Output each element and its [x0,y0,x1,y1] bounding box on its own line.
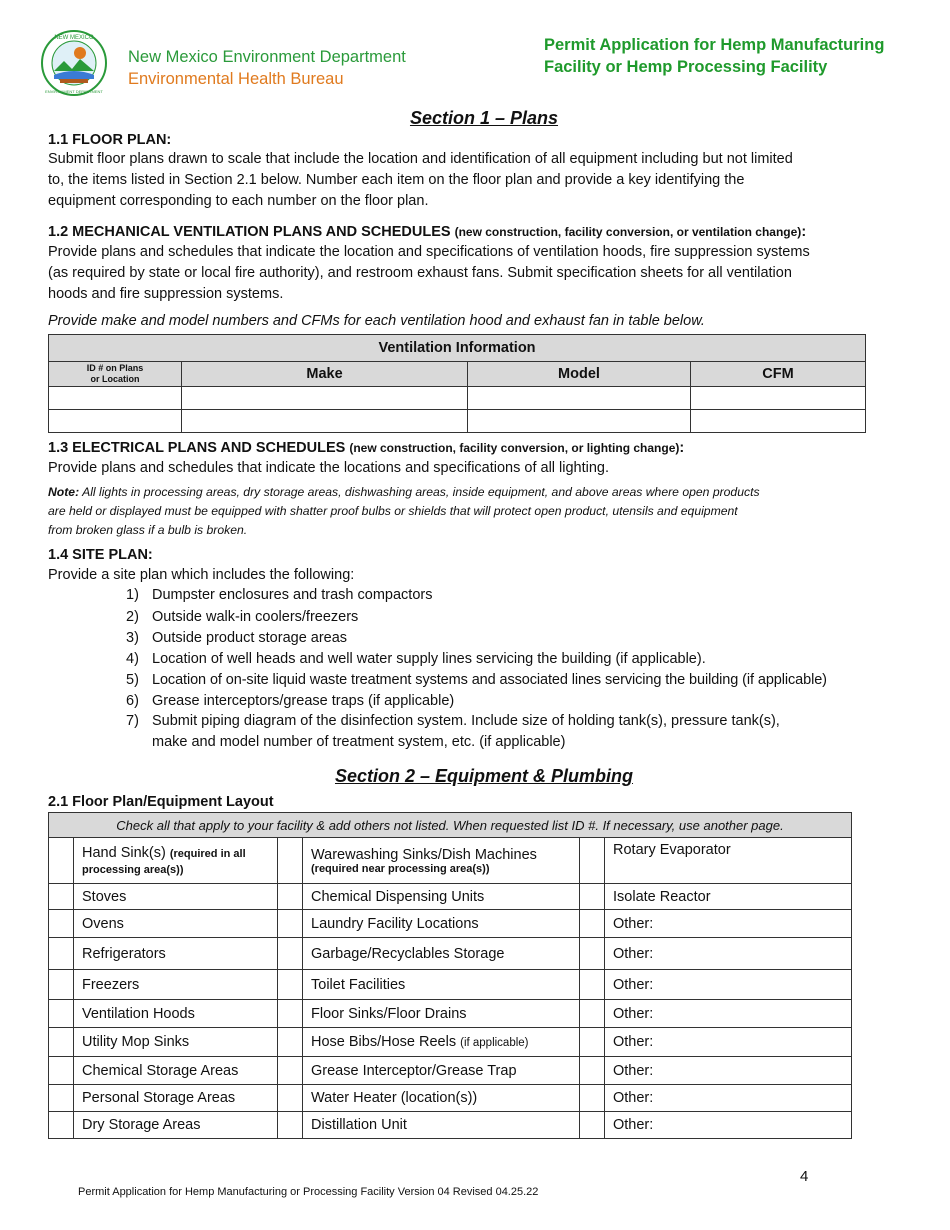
heading-note: (new construction, facility conversion, or lighting change) [349,441,680,455]
item-cell: Stoves [74,884,278,910]
id-cell[interactable] [49,387,182,410]
checkbox-cell[interactable] [49,1112,74,1139]
item-text: Location of on-site liquid waste treatment systems and associated lines servicing the building (if applicable) [152,672,827,688]
table-row [49,1057,852,1085]
item-cell: Water Heater (location(s)) [303,1085,580,1112]
text-line: hoods and fire suppression systems. [48,286,284,302]
item-cell: Rotary Evaporator [605,838,852,884]
cfm-cell[interactable] [691,410,866,433]
section-2-title: Section 2 – Equipment & Plumbing [334,766,634,786]
text-line: equipment corresponding to each number on the floor plan. [48,193,429,209]
table-row [49,1000,852,1028]
item-cell: Ovens [74,910,278,938]
item-cell: Laundry Facility Locations [303,910,580,938]
checkbox-cell[interactable] [49,1028,74,1057]
ventilation-table [48,334,866,433]
col-cfm-header: CFM [691,362,866,387]
item-text: Outside product storage areas [152,630,348,646]
checkbox-cell[interactable] [49,1085,74,1112]
text-line: Submit floor plans drawn to scale that include the location and identification of all equipment including but not limited [48,151,793,167]
item-cell: Chemical Dispensing Units [303,884,580,910]
floor-plan-text [48,149,898,212]
item-label: Hand Sink(s) [82,844,166,861]
checkbox-cell[interactable] [278,884,303,910]
checkbox-cell[interactable] [580,884,605,910]
item-cell: Other: [605,1000,852,1028]
checkbox-cell[interactable] [278,838,303,884]
checkbox-cell[interactable] [278,938,303,970]
page-number: 4 [800,1168,809,1185]
item-note: (required in all processing area(s)) [82,847,246,876]
checkbox-cell[interactable] [278,1000,303,1028]
item-cell: Other: [605,970,852,1000]
table-row [49,410,866,433]
table-row [49,970,852,1000]
item-text: make and model number of treatment system, etc. (if applicable) [152,734,566,750]
col-id-line-1: ID # on Plans [86,363,144,373]
note-line-1 [48,483,848,502]
item-text: Grease interceptors/grease traps (if applicable) [152,693,455,709]
ventilation-table-title: Ventilation Information [49,335,866,362]
logo-top-text: NEW MEXICO [54,35,94,41]
col-id-header [49,362,182,387]
table-row [49,910,852,938]
checkbox-cell[interactable] [580,1028,605,1057]
item-number: 2) [126,609,139,625]
checkbox-cell[interactable] [580,1085,605,1112]
checkbox-cell[interactable] [580,938,605,970]
checkbox-cell[interactable] [49,938,74,970]
electrical-note [48,483,848,540]
item-cell [303,1028,580,1057]
item-cell: Other: [605,1085,852,1112]
footer-text: Permit Application for Hemp Manufacturing or Processing Facility Version 04 Revised 04.25.22 [78,1186,539,1198]
make-cell[interactable] [182,410,468,433]
item-cell: Other: [605,1112,852,1139]
note-line-2: are held or displayed must be equipped with shatter proof bulbs or shields that will protect open product, utensils and equipment [48,504,738,518]
item-cell: Toilet Facilities [303,970,580,1000]
equipment-layout-heading: 2.1 Floor Plan/Equipment Layout [48,794,274,810]
checkbox-cell[interactable] [580,1057,605,1085]
col-make-header: Make [182,362,468,387]
table-row [49,1028,852,1057]
make-cell[interactable] [182,387,468,410]
item-cell: Other: [605,1057,852,1085]
checkbox-cell[interactable] [278,1085,303,1112]
checkbox-cell[interactable] [278,1028,303,1057]
nmed-logo [40,29,108,97]
checkbox-cell[interactable] [580,1000,605,1028]
item-cell: Personal Storage Areas [74,1085,278,1112]
cfm-cell[interactable] [691,387,866,410]
item-cell: Garbage/Recyclables Storage [303,938,580,970]
item-cell: Grease Interceptor/Grease Trap [303,1057,580,1085]
note-line-3: from broken glass if a bulb is broken. [48,523,248,537]
item-number: 5) [126,672,139,688]
note-label: Note: [48,485,80,499]
equipment-checklist-table [48,812,852,1139]
item-cell: Utility Mop Sinks [74,1028,278,1057]
item-cell: Isolate Reactor [605,884,852,910]
table-row [49,387,866,410]
model-cell[interactable] [468,410,691,433]
checkbox-cell[interactable] [49,838,74,884]
bureau-name: Environmental Health Bureau [128,70,344,88]
title-line-1: Permit Application for Hemp Manufacturing [544,36,885,54]
checkbox-cell[interactable] [278,1057,303,1085]
checkbox-cell[interactable] [580,838,605,884]
table-row [49,884,852,910]
ventilation-text [48,242,898,305]
item-cell: Distillation Unit [303,1112,580,1139]
item-label: Hose Bibs/Hose Reels [311,1034,457,1050]
checkbox-cell[interactable] [580,1112,605,1139]
col-model-header: Model [468,362,691,387]
electrical-heading [48,440,684,456]
item-number: 1) [126,587,139,603]
site-plan-intro: Provide a site plan which includes the following: [48,567,355,583]
model-cell[interactable] [468,387,691,410]
note-text: All lights in processing areas, dry storage areas, dishwashing areas, inside equipment, and above areas where open products [79,485,760,499]
table-row [49,938,852,970]
item-cell [303,838,580,884]
item-note: (if applicable) [460,1037,529,1049]
item-number: 3) [126,630,139,646]
item-cell: Other: [605,1028,852,1057]
heading-colon: : [679,440,685,456]
logo-bottom-text: ENVIRONMENT DEPARTMENT [45,89,103,94]
title-line-2: Facility or Hemp Processing Facility [544,58,828,76]
org-name: New Mexico Environment Department [128,48,406,66]
heading-note: (new construction, facility conversion, or ventilation change) [454,225,802,239]
electrical-text: Provide plans and schedules that indicate the locations and specifications of all lighting. [48,460,610,476]
table-instruction: Check all that apply to your facility & add others not listed. When requested list ID #. If necessary, use another page. [49,813,852,838]
section-1-title: Section 1 – Plans [409,108,559,128]
checkbox-cell[interactable] [580,970,605,1000]
item-text: Outside walk-in coolers/freezers [152,609,359,625]
checkbox-cell[interactable] [278,970,303,1000]
item-label: Warewashing Sinks/Dish Machines [311,846,537,863]
ventilation-heading [48,224,806,240]
table-row [49,1085,852,1112]
item-number: 4) [126,651,139,667]
item-cell [74,838,278,884]
checkbox-cell[interactable] [580,910,605,938]
item-cell: Other: [605,910,852,938]
item-number: 6) [126,693,139,709]
text-line: to, the items listed in Section 2.1 below. Number each item on the floor plan and provide a key identifying the [48,172,745,188]
checkbox-cell[interactable] [278,910,303,938]
text-line: (as required by state or local fire authority), and restroom exhaust fans. Submit specification sheets for all ventilation [48,265,792,281]
ventilation-instruction: Provide make and model numbers and CFMs for each ventilation hood and exhaust fan in table below. [48,313,705,329]
item-cell: Floor Sinks/Floor Drains [303,1000,580,1028]
checkbox-cell[interactable] [49,910,74,938]
site-plan-heading: 1.4 SITE PLAN: [48,547,153,563]
item-cell: Chemical Storage Areas [74,1057,278,1085]
item-cell: Other: [605,938,852,970]
checkbox-cell[interactable] [49,970,74,1000]
heading-colon: : [801,224,807,240]
item-text: Submit piping diagram of the disinfection system. Include size of holding tank(s), pressure tank(s), [152,713,780,729]
item-cell: Refrigerators [74,938,278,970]
item-cell: Ventilation Hoods [74,1000,278,1028]
checkbox-cell[interactable] [49,1000,74,1028]
item-number: 7) [126,713,139,729]
floor-plan-heading: 1.1 FLOOR PLAN: [48,132,172,148]
col-id-line-2: or Location [90,374,140,384]
document-title [544,34,884,78]
item-cell: Freezers [74,970,278,1000]
item-text: Dumpster enclosures and trash compactors [152,587,433,603]
checkbox-cell[interactable] [278,1112,303,1139]
heading-text: 1.3 ELECTRICAL PLANS AND SCHEDULES [48,440,346,456]
checkbox-cell[interactable] [49,884,74,910]
checkbox-cell[interactable] [49,1057,74,1085]
heading-text: 1.2 MECHANICAL VENTILATION PLANS AND SCHEDULES [48,224,451,240]
id-cell[interactable] [49,410,182,433]
text-line: Provide plans and schedules that indicate the location and specifications of ventilation hoods, fire suppression systems [48,244,810,260]
table-row [49,1112,852,1139]
item-cell: Dry Storage Areas [74,1112,278,1139]
table-row [49,838,852,884]
item-text: Location of well heads and well water supply lines servicing the building (if applicable). [152,651,706,667]
item-note: (required near processing area(s)) [311,862,490,875]
